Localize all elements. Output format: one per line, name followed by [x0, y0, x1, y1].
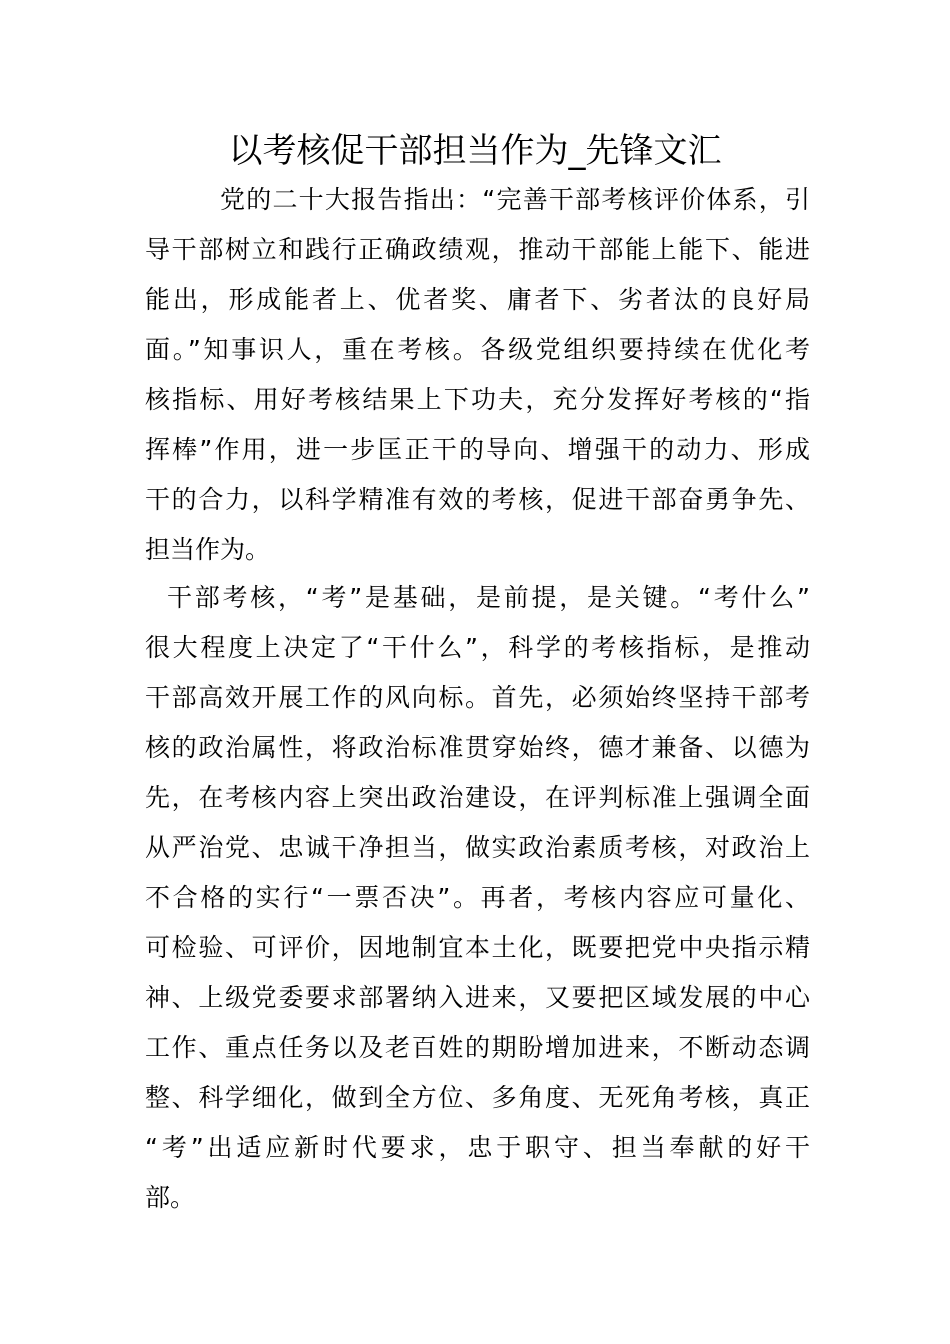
paragraph-2-line-11: 整、科学细化，做到全方位、多角度、无死角考核，真正 — [145, 1083, 810, 1112]
paragraph-2-line-5: 先，在考核内容上突出政治建设，在评判标准上强调全面 — [145, 783, 810, 812]
document-title: 以考核促干部担当作为_先锋文汇 — [228, 131, 722, 171]
paragraph-2-line-3: 干部高效开展工作的风向标。首先，必须始终坚持干部考 — [145, 683, 810, 712]
paragraph-2-line-10: 工作、重点任务以及老百姓的期盼增加进来，不断动态调 — [145, 1033, 810, 1062]
paragraph-1-line-7: 干的合力，以科学精准有效的考核，促进干部奋勇争先、 — [145, 485, 810, 514]
paragraph-2-line-4: 核的政治属性，将政治标准贯穿始终，德才兼备、以德为 — [145, 733, 810, 762]
paragraph-1-line-2: 导干部树立和践行正确政绩观，推动干部能上能下、能进 — [145, 235, 810, 264]
paragraph-1-line-1: 党的二十大报告指出：“完善干部考核评价体系，引 — [220, 185, 810, 214]
paragraph-1-line-4: 面。”知事识人，重在考核。各级党组织要持续在优化考 — [145, 335, 810, 364]
paragraph-1-line-8: 担当作为。 — [145, 535, 271, 564]
paragraph-2-line-12: “考”出适应新时代要求，忠于职守、担当奉献的好干 — [145, 1133, 810, 1162]
paragraph-2-line-2: 很大程度上决定了“干什么”，科学的考核指标，是推动 — [145, 633, 810, 662]
paragraph-2-line-13: 部。 — [145, 1183, 196, 1212]
paragraph-2-line-6: 从严治党、忠诚干净担当，做实政治素质考核，对政治上 — [145, 833, 810, 862]
paragraph-2-line-1: 干部考核，“考”是基础，是前提，是关键。“考什么” — [167, 583, 810, 612]
paragraph-2-line-9: 神、上级党委要求部署纳入进来，又要把区域发展的中心 — [145, 983, 810, 1012]
paragraph-1-line-6: 挥棒”作用，进一步匡正干的导向、增强干的动力、形成 — [145, 435, 810, 464]
paragraph-1-line-5: 核指标、用好考核结果上下功夫，充分发挥好考核的“指 — [145, 385, 810, 414]
paragraph-2-line-7: 不合格的实行“一票否决”。再者，考核内容应可量化、 — [145, 883, 810, 912]
paragraph-1-line-3: 能出，形成能者上、优者奖、庸者下、劣者汰的良好局 — [145, 285, 810, 314]
paragraph-2-line-8: 可检验、可评价，因地制宜本土化，既要把党中央指示精 — [145, 933, 810, 962]
